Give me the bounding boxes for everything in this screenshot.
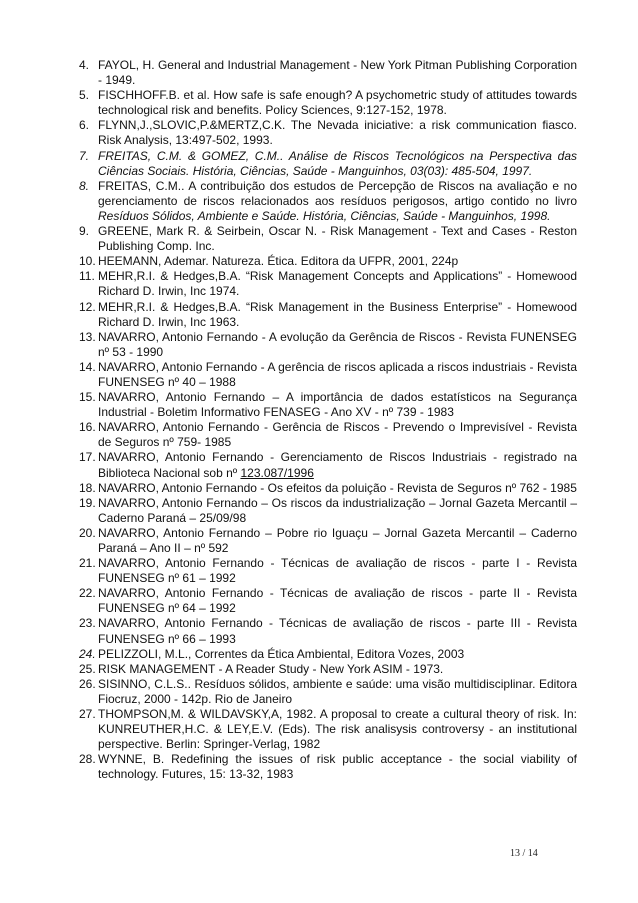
reference-item	[79, 662, 577, 677]
reference-item	[79, 586, 577, 616]
reference-item	[79, 752, 577, 782]
reference-text: Resíduos Sólidos, Ambiente e Saúde. História, Ciências, Saúde - Manguinhos, 1998.	[98, 208, 551, 223]
reference-item	[79, 450, 577, 480]
registration-number: 123.087/1996	[240, 465, 314, 480]
reference-item	[79, 707, 577, 752]
reference-text: NAVARRO, Antonio Fernando - A gerência de riscos aplicada a riscos industriais - Revista FUNENSEG nº 40 – 1988	[98, 359, 577, 389]
reference-number: 25.	[79, 661, 96, 676]
reference-number: 21.	[79, 556, 96, 571]
reference-number: 5.	[79, 88, 90, 103]
reference-item	[79, 496, 577, 526]
reference-number: 24.	[79, 646, 96, 661]
reference-text: NAVARRO, Antonio Fernando - Técnicas de avaliação de riscos - parte III - Revista FUNENSEG nº 66 – 1993	[98, 616, 577, 646]
reference-list	[79, 58, 577, 783]
reference-text: SISINNO, C.L.S.. Resíduos sólidos, ambiente e saúde: uma visão multidisciplinar. Editora Fiocruz, 2000 - 142p. Rio de Janeiro	[98, 676, 577, 706]
reference-number: 19.	[79, 495, 96, 510]
reference-number: 9.	[79, 224, 90, 239]
reference-text: RISK MANAGEMENT - A Reader Study - New York ASIM - 1973.	[98, 661, 444, 676]
reference-number: 13.	[79, 329, 96, 344]
reference-text: NAVARRO, Antonio Fernando - Os efeitos da poluição - Revista de Seguros nº 762 - 1985	[98, 480, 577, 495]
reference-number: 11.	[79, 269, 95, 284]
reference-number: 22.	[79, 586, 96, 601]
reference-item	[79, 300, 577, 330]
reference-text: NAVARRO, Antonio Fernando – Os riscos da industrialização – Jornal Gazeta Mercantil – Caderno Paraná – 25/09/98	[98, 495, 577, 525]
reference-text: NAVARRO, Antonio Fernando – A importância de dados estatísticos na Segurança Industrial - Boletim Informativo FENASEG - Ano XV - nº 739 - 1983	[98, 390, 577, 420]
reference-text: FISCHHOFF.B. et al. How safe is safe enough? A psychometric study of attitudes towards technological risk and benefits. Policy Sciences, 9:127-152, 1978.	[98, 88, 577, 118]
reference-item	[79, 269, 577, 299]
reference-text: THOMPSON,M. & WILDAVSKY,A, 1982. A proposal to create a cultural theory of risk. In: KUNREUTHER,H.C. & LEY,E.V. (Eds). The risk analisysis controversy - an institutional perspective. Berlin: Springer-Verlag, 1982	[98, 707, 577, 752]
reference-text: NAVARRO, Antonio Fernando – Pobre rio Iguaçu – Jornal Gazeta Mercantil – Caderno Paraná – Ano II – nº 592	[98, 525, 577, 555]
reference-text: MEHR,R.I. & Hedges,B.A. “Risk Management in the Business Enterprise” - Homewood Richard D. Irwin, Inc 1963.	[98, 299, 577, 329]
reference-number: 17.	[79, 450, 96, 465]
reference-number: 14.	[79, 359, 96, 374]
reference-text: FREITAS, C.M. & GOMEZ, C.M.. Análise de Riscos Tecnológicos na Perspectiva das Ciências Sociais. História, Ciências, Saúde - Manguinhos, 03(03): 485-504, 1997.	[98, 148, 577, 178]
reference-item	[79, 179, 577, 224]
reference-text: NAVARRO, Antonio Fernando - Técnicas de avaliação de riscos - parte I - Revista FUNENSEG nº 61 – 1992	[98, 556, 577, 586]
reference-number: 27.	[79, 707, 96, 722]
reference-item	[79, 677, 577, 707]
reference-number: 6.	[79, 118, 90, 133]
reference-number: 20.	[79, 525, 96, 540]
reference-item	[79, 149, 577, 179]
reference-item	[79, 481, 577, 496]
reference-number: 23.	[79, 616, 96, 631]
reference-number: 4.	[79, 58, 90, 72]
reference-item	[79, 360, 577, 390]
reference-text: FLYNN,J.,SLOVIC,P.&MERTZ,C.K. The Nevada iniciative: a risk communication fiasco. Risk Analysis, 13:497-502, 1993.	[98, 118, 577, 148]
reference-item	[79, 254, 577, 269]
reference-number: 28.	[79, 752, 96, 767]
reference-text: HEEMANN, Ademar. Natureza. Ética. Editora da UFPR, 2001, 224p	[98, 254, 459, 269]
reference-text: FREITAS, C.M.. A contribuição dos estudos de Percepção de Riscos na avaliação e no gerenciamento de riscos relacionados aos resíduos perigosos, artigo contido no livro	[98, 178, 577, 208]
reference-item	[79, 330, 577, 360]
page-number: 13 / 14	[510, 848, 538, 859]
reference-item	[79, 526, 577, 556]
reference-item	[79, 616, 577, 646]
reference-number: 26.	[79, 676, 96, 691]
reference-number: 18.	[79, 480, 96, 495]
reference-number: 10.	[79, 254, 96, 269]
reference-text: NAVARRO, Antonio Fernando - A evolução da Gerência de Riscos - Revista FUNENSEG nº 53 - 1990	[98, 329, 577, 359]
reference-text: FAYOL, H. General and Industrial Management - New York Pitman Publishing Corporation - 1949.	[98, 58, 577, 88]
reference-number: 15.	[79, 390, 96, 405]
reference-number: 12.	[79, 299, 96, 314]
reference-item	[79, 88, 577, 118]
reference-item	[79, 58, 577, 88]
reference-item	[79, 556, 577, 586]
reference-text: MEHR,R.I. & Hedges,B.A. “Risk Management Concepts and Applications” - Homewood Richard D. Irwin, Inc 1974.	[98, 269, 577, 299]
reference-text: WYNNE, B. Redefining the issues of risk public acceptance - the social viability of technology. Futures, 15: 13-32, 1983	[98, 752, 577, 782]
reference-item	[79, 118, 577, 148]
reference-text: PELIZZOLI, M.L., Correntes da Ética Ambiental, Editora Vozes, 2003	[98, 646, 465, 661]
reference-text: GREENE, Mark R. & Seirbein, Oscar N. - Risk Management - Text and Cases - Reston Publishing Comp. Inc.	[98, 224, 577, 254]
reference-item	[79, 390, 577, 420]
reference-item	[79, 420, 577, 450]
reference-number: 8.	[79, 178, 90, 193]
reference-text: NAVARRO, Antonio Fernando - Técnicas de avaliação de riscos - parte II - Revista FUNENSEG nº 64 – 1992	[98, 586, 577, 616]
reference-text: NAVARRO, Antonio Fernando - Gerência de Riscos - Prevendo o Imprevisível - Revista de Seguros nº 759- 1985	[98, 420, 577, 450]
reference-number: 16.	[79, 420, 96, 435]
reference-item	[79, 224, 577, 254]
reference-item	[79, 647, 577, 662]
reference-text: NAVARRO, Antonio Fernando - Gerenciamento de Riscos Industriais - registrado na Biblioteca Nacional sob nº	[98, 450, 577, 480]
reference-number: 7.	[79, 148, 90, 163]
